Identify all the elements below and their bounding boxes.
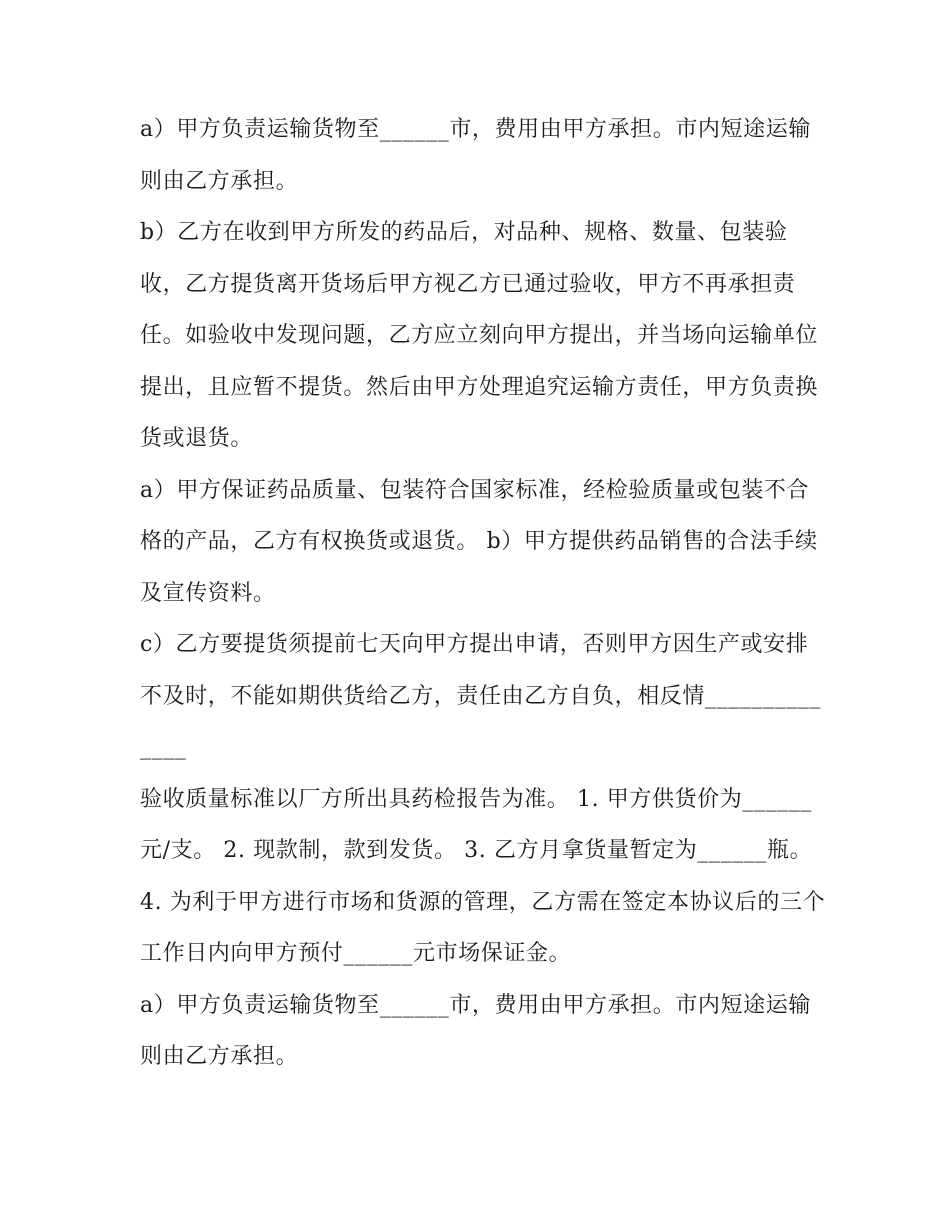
paragraph-inspection-terms: b）乙方在收到甲方所发的药品后，对品种、规格、数量、包装验收，乙方提货离开货场后甲方视乙方已通过验收，甲方不再承担责任。如验收中发现问题，乙方应立刻向甲方提出，并当场向运输单位提出，且应暂不提货。然后由甲方处理追究运输方责任，甲方负责换货或退货。 [140, 220, 819, 451]
paragraph-transport-terms: a）甲方负责运输货物至______市，费用由甲方承担。市内短途运输则由乙方承担。 [140, 117, 811, 194]
paragraph-quality-guarantee: a）甲方保证药品质量、包装符合国家标准，经检验质量或包装不合格的产品，乙方有权换货或退货。 b）甲方提供药品销售的合法手续及宣传资料。 [140, 477, 818, 606]
paragraph-delivery-request: c）乙方要提货须提前七天向甲方提出申请，否则甲方因生产或安排不及时，不能如期供货给乙方，责任由乙方自负，相反情______________ [140, 632, 822, 760]
document-body [140, 104, 830, 1083]
paragraph-price-terms: 验收质量标准以厂方所出具药检报告为准。 1. 甲方供货价为______元/支。 2. 现款制，款到发货。 3. 乙方月拿货量暂定为______瓶。 [140, 786, 813, 863]
paragraph-transport-terms-repeat: a）甲方负责运输货物至______市，费用由甲方承担。市内短途运输则由乙方承担。 [140, 992, 811, 1069]
paragraph-deposit-terms: 4. 为利于甲方进行市场和货源的管理，乙方需在签定本协议后的三个工作日内向甲方预付______元市场保证金。 [140, 889, 826, 966]
